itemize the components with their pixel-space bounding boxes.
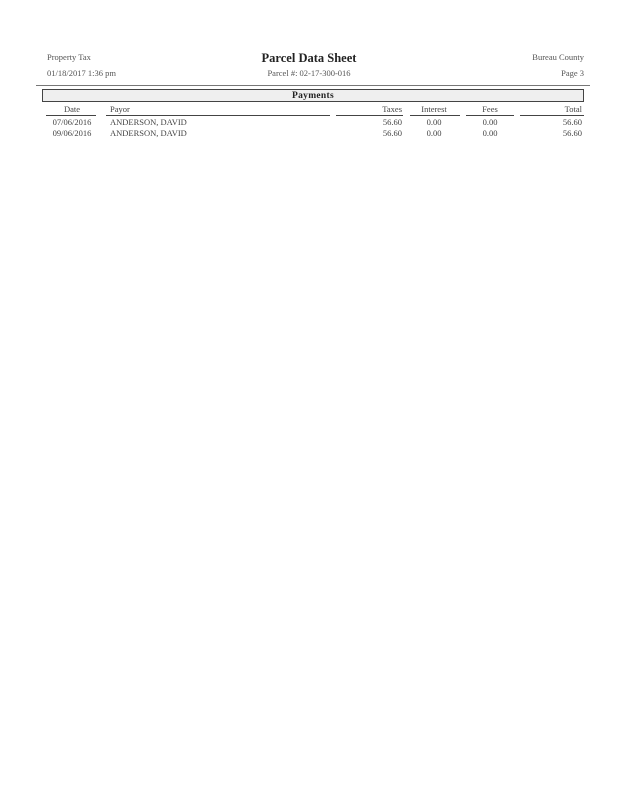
cell-total: 56.60: [562, 117, 582, 127]
cell-date: 07/06/2016: [52, 117, 92, 127]
cell-fees: 0.00: [482, 128, 498, 138]
column-underline-date: [46, 115, 96, 116]
cell-payor: ANDERSON, DAVID: [110, 128, 187, 138]
column-underline-taxes: [336, 115, 403, 116]
column-underline-fees: [466, 115, 514, 116]
cell-date: 09/06/2016: [52, 128, 92, 138]
column-header-fees: Fees: [482, 104, 498, 114]
column-header-date: Date: [63, 104, 81, 114]
column-header-taxes: Taxes: [382, 104, 402, 114]
column-header-total: Total: [564, 104, 582, 114]
section-title-payments: Payments: [42, 89, 584, 102]
cell-taxes: 56.60: [382, 128, 402, 138]
column-header-payor: Payor: [110, 104, 130, 114]
county-name: Bureau County: [532, 52, 584, 62]
column-underline-payor: [106, 115, 330, 116]
cell-fees: 0.00: [482, 117, 498, 127]
column-header-interest: Interest: [421, 104, 447, 114]
cell-taxes: 56.60: [382, 117, 402, 127]
cell-total: 56.60: [562, 128, 582, 138]
header-divider: [36, 85, 590, 86]
page-title: Parcel Data Sheet: [261, 51, 357, 65]
column-underline-interest: [410, 115, 460, 116]
report-datetime: 01/18/2017 1:36 pm: [47, 68, 116, 78]
report-type: Property Tax: [47, 52, 91, 62]
cell-interest: 0.00: [426, 128, 442, 138]
page-number: Page 3: [561, 68, 584, 78]
cell-interest: 0.00: [426, 117, 442, 127]
cell-payor: ANDERSON, DAVID: [110, 117, 187, 127]
parcel-number: Parcel #: 02-17-300-016: [267, 68, 351, 78]
column-underline-total: [520, 115, 584, 116]
